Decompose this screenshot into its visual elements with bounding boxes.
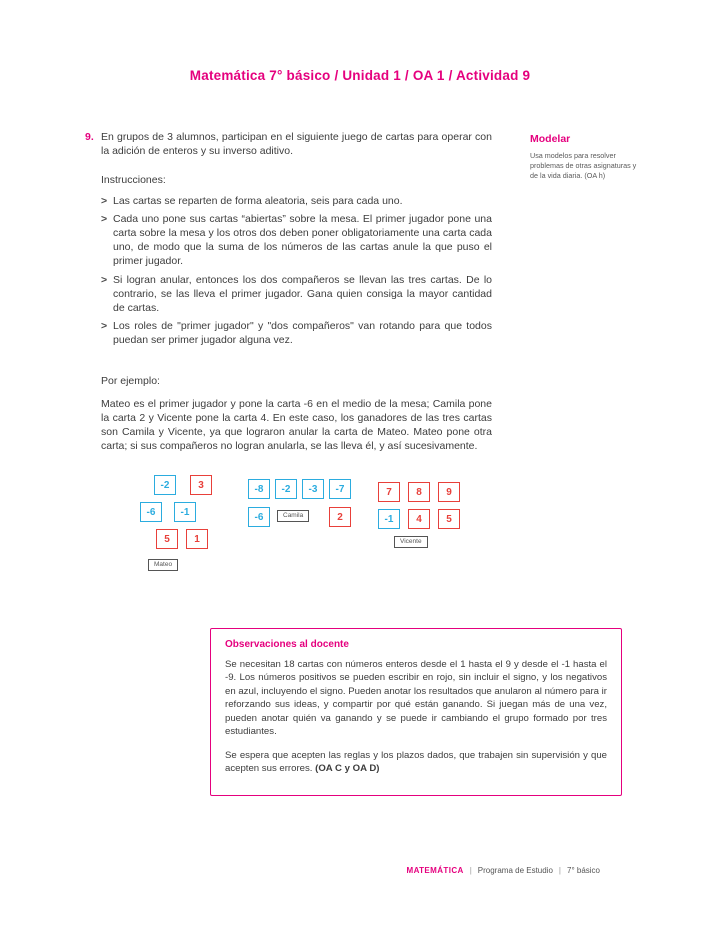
- footer-brand: MATEMÁTICA: [406, 866, 464, 875]
- instruction-text: Si logran anular, entonces los dos compañeros se llevan las tres cartas. De lo contrario, se las lleva el primer jugador. Gana quien consiga la mayor cantidad de cartas.: [113, 273, 492, 314]
- observations-oa-reference: (OA C y OA D): [315, 762, 380, 774]
- bullet-chevron-icon: >: [101, 194, 108, 207]
- card: 3: [190, 475, 212, 495]
- activity-intro: En grupos de 3 alumnos, participan en el siguiente juego de cartas para operar con la adición de enteros y su inverso aditivo.: [101, 131, 492, 157]
- instruction-item: [101, 320, 492, 348]
- card: -6: [248, 507, 270, 527]
- cards-illustration: [85, 473, 492, 585]
- instruction-item: [101, 274, 492, 316]
- card: -6: [140, 502, 162, 522]
- instruction-item: [101, 195, 492, 209]
- card: -3: [302, 479, 324, 499]
- card: 5: [156, 529, 178, 549]
- teacher-observations-box: [210, 628, 622, 796]
- footer-program: Programa de Estudio: [477, 866, 553, 875]
- footer-separator: |: [469, 866, 472, 875]
- instruction-text: Los roles de "primer jugador" y "dos compañeros" van rotando para que todos puedan ser primer jugador alguna vez.: [113, 320, 492, 347]
- card: 9: [438, 482, 460, 502]
- instructions-label: Instrucciones:: [101, 173, 166, 186]
- card: 8: [408, 482, 430, 502]
- card: -7: [329, 479, 351, 499]
- observations-paragraph: Se necesitan 18 cartas con números enteros desde el 1 hasta el 9 y desde el -1 hasta el -9. Los números positivos se pueden escribir en rojo, sin incluir el signo, y los negativos en azul, incluyendo el signo. Pueden anotar los resultados que anularon al número para ir reforzando sus ideas, y compartir por qué están ganando. Si juegan más de una vez, pueden anotar quién va ganando y se puede ir cambiando el grupo formado por tres estudiantes.: [225, 659, 607, 738]
- instructions-list: [101, 195, 492, 349]
- observations-text: Se espera que acepten las reglas y los plazos dados, que trabajen sin supervisión y que acepten sus errores.: [225, 749, 607, 774]
- footer-level: 7° básico: [567, 866, 600, 875]
- observations-heading: Observaciones al docente: [225, 639, 349, 650]
- card: -1: [378, 509, 400, 529]
- bullet-chevron-icon: >: [101, 213, 108, 226]
- card: 7: [378, 482, 400, 502]
- card: 5: [438, 509, 460, 529]
- page-footer: [407, 866, 601, 875]
- example-paragraph: Mateo es el primer jugador y pone la carta -6 en el medio de la mesa; Camila pone la carta 2 y Vicente pone la carta 4. En este caso, los ganadores de las tres cartas son Camila y Vicente, ya que lograron anular la carta de Mateo. Mateo pone otra carta; si sus compañeros no logran anularla, se las lleva él, y así sucesivamente.: [101, 398, 492, 452]
- activity-9: [85, 131, 492, 453]
- card: -1: [174, 502, 196, 522]
- card: 2: [329, 507, 351, 527]
- card: -2: [275, 479, 297, 499]
- instruction-text: Cada uno pone sus cartas “abiertas” sobre la mesa. El primer jugador pone una carta sobre la mesa y los otros dos deben poner obligatoriamente una carta cada uno, de modo que la suma de los números de las cartas anule la que puso el primer jugador.: [113, 213, 492, 268]
- observations-paragraph: [225, 749, 607, 776]
- sidebar-skill: [530, 133, 640, 182]
- player-label-vicente: Vicente: [394, 536, 428, 548]
- card: -2: [154, 475, 176, 495]
- main-content: [85, 131, 492, 585]
- bullet-chevron-icon: >: [101, 320, 108, 333]
- player-label-mateo: Mateo: [148, 559, 178, 571]
- page-title: Matemática 7° básico / Unidad 1 / OA 1 / Actividad 9: [189, 68, 531, 83]
- player-label-camila: Camila: [277, 510, 309, 522]
- card: 1: [186, 529, 208, 549]
- example-label: Por ejemplo:: [101, 375, 160, 388]
- activity-number: 9.: [85, 131, 94, 143]
- sidebar-text: Usa modelos para resolver problemas de otras asignaturas y de la vida diaria. (OA h): [530, 151, 637, 181]
- footer-separator: |: [558, 866, 561, 875]
- card: -8: [248, 479, 270, 499]
- card: 4: [408, 509, 430, 529]
- bullet-chevron-icon: >: [101, 273, 108, 286]
- instruction-item: [101, 213, 492, 268]
- sidebar-heading: Modelar: [530, 133, 571, 145]
- instruction-text: Las cartas se reparten de forma aleatoria, seis para cada uno.: [113, 194, 403, 207]
